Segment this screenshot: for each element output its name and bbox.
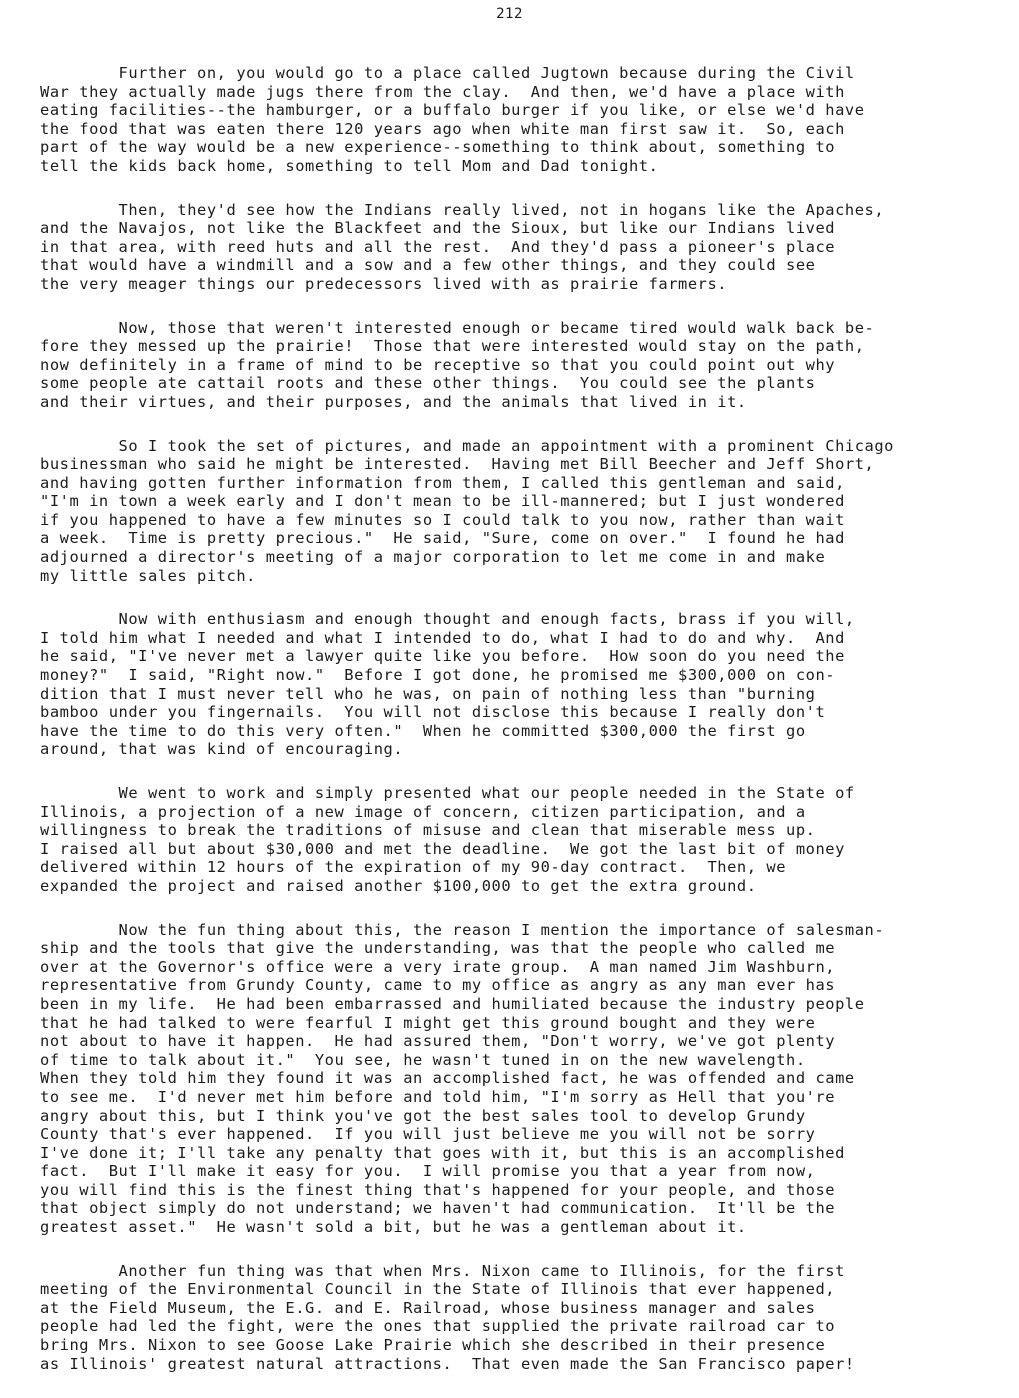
text-line: people had led the fight, were the ones that supplied the private railroad car to [40,1317,836,1336]
text-line: Now the fun thing about this, the reason I mention the importance of salesman- [40,920,885,939]
text-line: representative from Grundy County, came to my office as angry as any man ever has [40,976,836,995]
text-line: willingness to break the traditions of misuse and clean that miserable mess up. [40,821,816,840]
text-line: Further on, you would go to a place called Jugtown because during the Civil [40,64,855,82]
text-line: and their virtues, and their purposes, and the animals that lived in it. [40,392,747,411]
text-line: tell the kids back home, something to tell Mom and Dad tonight. [40,156,659,175]
paragraph [40,64,984,176]
text-line: been in my life. He had been embarrassed and humiliated because the industry people [40,994,865,1013]
text-line: that he had talked to were fearful I might get this ground bought and they were [40,1013,816,1032]
text-line: around, that was kind of encouraging. [40,740,404,759]
text-line: in that area, with reed huts and all the rest. And they'd pass a pioneer's place [40,237,836,256]
text-line: dition that I must never tell who he was, on pain of nothing less than "burning [40,684,816,703]
text-line: greatest asset." He wasn't sold a bit, but he was a gentleman about it. [40,1218,747,1237]
text-line: fact. But I'll make it easy for you. I will promise you that a year from now, [40,1162,816,1181]
text-line: you will find this is the finest thing that's happened for your people, and those [40,1180,836,1199]
text-line: businessman who said he might be interested. Having met Bill Beecher and Jeff Short, [40,455,875,474]
paragraph [40,319,984,412]
paragraph [40,921,984,1237]
text-line: eating facilities--the hamburger, or a buffalo burger if you like, or else we'd have [40,101,865,120]
text-line: "I'm in town a week early and I don't mean to be ill-mannered; but I just wondered [40,492,845,511]
text-line: Another fun thing was that when Mrs. Nixon came to Illinois, for the first [40,1261,845,1280]
text-line: I told him what I needed and what I intended to do, what I had to do and why. And [40,628,845,647]
text-line: of time to talk about it." You see, he wasn't tuned in on the new wavelength. [40,1050,806,1069]
text-line: delivered within 12 hours of the expiration of my 90-day contract. Then, we [40,858,787,877]
text-line: he said, "I've never met a lawyer quite like you before. How soon do you need the [40,647,845,666]
paragraph [40,784,984,896]
text-line: When they told him they found it was an accomplished fact, he was offended and came [40,1069,855,1088]
text-line: part of the way would be a new experience--something to think about, something to [40,138,836,157]
text-line: and having gotten further information from them, I called this gentleman and said, [40,473,845,492]
text-line: Then, they'd see how the Indians really lived, not in hogans like the Apaches, [40,200,885,219]
paragraph [40,610,984,759]
text-line: We went to work and simply presented what our people needed in the State of [40,784,855,802]
text-line: bamboo under you fingernails. You will not disclose this because I really don't [40,703,826,722]
text-line: and the Navajos, not like the Blackfeet and the Sioux, but like our Indians lived [40,219,836,238]
text-line: now definitely in a frame of mind to be receptive so that you could point out why [40,355,836,374]
text-line: adjourned a director's meeting of a major corporation to let me come in and make [40,548,826,567]
text-line: War they actually made jugs there from the clay. And then, we'd have a place with [40,82,845,101]
text-line: County that's ever happened. If you will just believe me you will not be sorry [40,1125,816,1144]
text-line: angry about this, but I think you've got the best sales tool to develop Grundy [40,1106,806,1125]
body-text [40,64,984,1398]
text-line: as Illinois' greatest natural attractions. That even made the San Francisco paper! [40,1354,855,1373]
text-line: ship and the tools that give the understanding, was that the people who called me [40,939,836,958]
text-line: bring Mrs. Nixon to see Goose Lake Prairie which she described in their presence [40,1336,826,1355]
text-line: I raised all but about $30,000 and met the deadline. We got the last bit of money [40,839,845,858]
text-line: meeting of the Environmental Council in the State of Illinois that ever happened, [40,1280,836,1299]
text-line: if you happened to have a few minutes so I could talk to you now, rather than wait [40,510,845,529]
text-line: to see me. I'd never met him before and told him, "I'm sorry as Hell that you're [40,1087,836,1106]
paragraph [40,437,984,586]
paragraph [40,201,984,294]
text-line: a week. Time is pretty precious." He said, "Sure, come on over." I found he had [40,529,845,548]
text-line: expanded the project and raised another $100,000 to get the extra ground. [40,876,757,895]
text-line: at the Field Museum, the E.G. and E. Railroad, whose business manager and sales [40,1298,816,1317]
text-line: that would have a windmill and a sow and a few other things, and they could see [40,256,816,275]
text-line: Now with enthusiasm and enough thought and enough facts, brass if you will, [40,610,855,629]
text-line: Now, those that weren't interested enough or became tired would walk back be- [40,318,875,337]
text-line: some people ate cattail roots and these other things. You could see the plants [40,374,816,393]
text-line: the food that was eaten there 120 years ago when white man first saw it. So, each [40,119,845,138]
text-line: not about to have it happen. He had assured them, "Don't worry, we've got plenty [40,1032,836,1051]
text-line: fore they messed up the prairie! Those that were interested would stay on the path, [40,337,865,356]
text-line: So I took the set of pictures, and made an appointment with a prominent Chicago [40,436,894,455]
page-number: 212 [496,6,523,22]
text-line: the very meager things our predecessors lived with as prairie farmers. [40,274,728,293]
text-line: money?" I said, "Right now." Before I got done, he promised me $300,000 on con- [40,666,836,685]
text-line: I've done it; I'll take any penalty that goes with it, but this is an accomplished [40,1143,845,1162]
text-line: that object simply do not understand; we haven't had communication. It'll be the [40,1199,836,1218]
text-line: Illinois, a projection of a new image of concern, citizen participation, and a [40,802,806,821]
text-line: over at the Governor's office were a very irate group. A man named Jim Washburn, [40,957,836,976]
paragraph [40,1262,984,1374]
text-line: have the time to do this very often." When he committed $300,000 the first go [40,721,806,740]
text-line: my little sales pitch. [40,566,256,585]
